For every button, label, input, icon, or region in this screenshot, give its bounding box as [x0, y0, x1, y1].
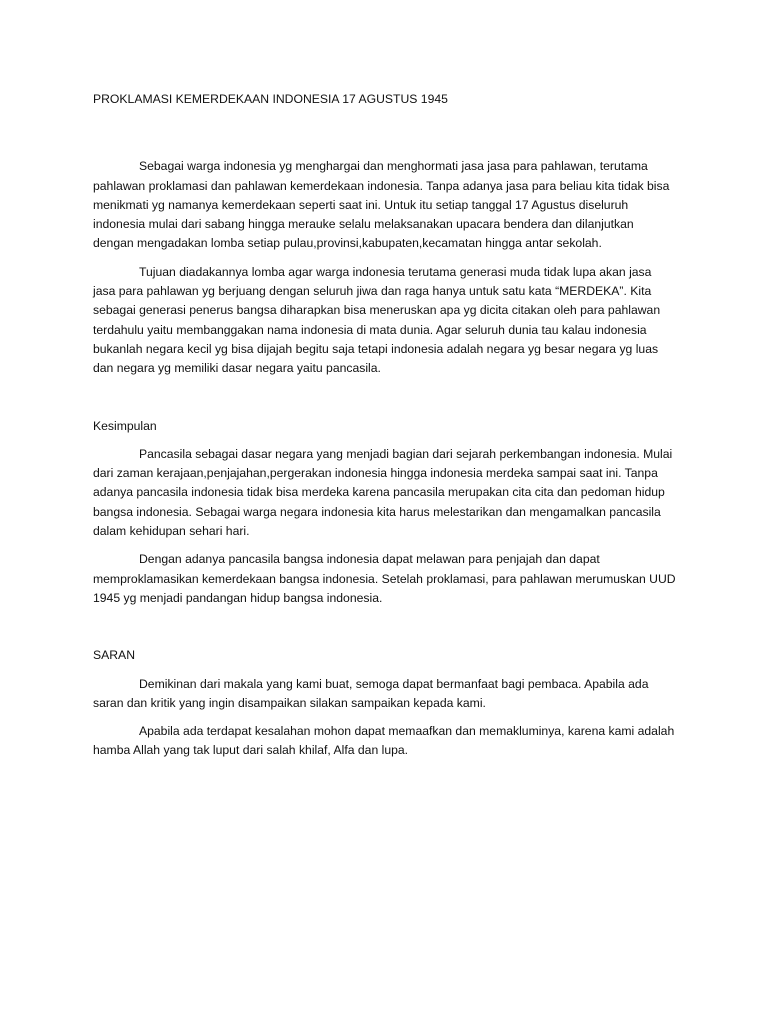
spacer	[93, 608, 677, 646]
spacer	[93, 541, 677, 550]
saran-heading: SARAN	[93, 648, 135, 663]
kesimpulan-paragraph-2: Dengan adanya pancasila bangsa indonesia dapat melawan para penjajah dan dapat memproklamasikan kemerdekaan bangsa indonesia. Setelah proklamasi, para pahlawan merumuskan UUD 1945 yg menjadi pandangan hidup bangsa indonesia.	[93, 552, 676, 605]
spacer	[93, 666, 677, 675]
spacer	[93, 109, 677, 157]
intro-paragraph-2: Tujuan diadakannya lomba agar warga indonesia terutama generasi muda tidak lupa akan jasa jasa para pahlawan yg berjuang dengan seluruh jiwa dan raga hanya untuk satu kata “MERDEKA”. Kita sebagai generasi penerus bangsa diharapkan bisa meneruskan apa yg dicita citakan oleh para pahlawan terdahulu yaitu membanggakan nama indonesia di mata dunia. Agar seluruh dunia tau kalau indonesia bukanlah negara kecil yg bisa dijajah begitu saja tetapi indonesia adalah negara yg besar negara yg luas dan negara yg memiliki dasar negara yaitu pancasila.	[93, 264, 661, 376]
kesimpulan-heading: Kesimpulan	[93, 418, 157, 433]
spacer	[93, 379, 677, 417]
saran-paragraph-2: Apabila ada terdapat kesalahan mohon dapat memaafkan dan memakluminya, karena kami adalah hamba Allah yang tak luput dari salah khilaf, Alfa dan lupa.	[93, 724, 675, 758]
document-title: PROKLAMASI KEMERDEKAAN INDONESIA 17 AGUSTUS 1945	[93, 92, 448, 106]
spacer	[93, 436, 677, 445]
spacer	[93, 254, 677, 263]
intro-paragraph-1: Sebagai warga indonesia yg menghargai dan menghormati jasa jasa para pahlawan, terutama pahlawan proklamasi dan pahlawan kemerdekaan indonesia. Tanpa adanya jasa para beliau kita tidak bisa menikmati yg namanya kemerdekaan seperti saat ini. Untuk itu setiap tanggal 17 Agustus diseluruh indonesia mulai dari sabang hingga merauke selalu melaksanakan upacara bendera dan dilanjutkan dengan mengadakan lomba setiap pulau,provinsi,kabupaten,kecamatan hingga antar sekolah.	[93, 159, 670, 251]
document-page	[93, 90, 677, 761]
saran-paragraph-1: Demikinan dari makala yang kami buat, semoga dapat bermanfaat bagi pembaca. Apabila ada saran dan kritik yang ingin disampaikan silakan sampaikan kepada kami.	[93, 676, 649, 710]
spacer	[93, 713, 677, 722]
kesimpulan-paragraph-1: Pancasila sebagai dasar negara yang menjadi bagian dari sejarah perkembangan indonesia. Mulai dari zaman kerajaan,penjajahan,pergerakan indonesia hingga indonesia merdeka sampai saat ini. Tanpa adanya pancasila indonesia tidak bisa merdeka karena pancasila merupakan cita cita dan pedoman hidup bangsa indonesia. Sebagai warga negara indonesia kita harus melestarikan dan mengamalkan pancasila dalam kehidupan sehari hari.	[93, 446, 673, 539]
